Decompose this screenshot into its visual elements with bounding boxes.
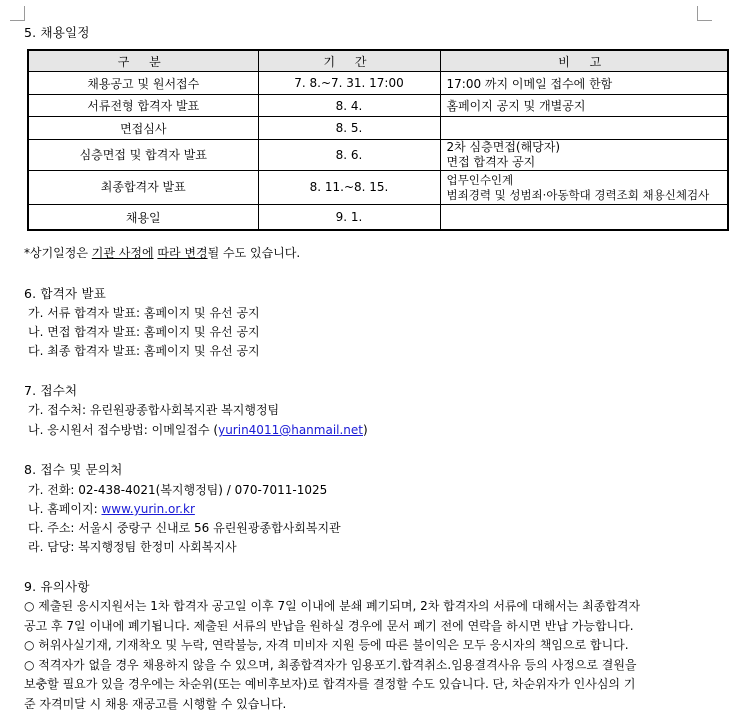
footnote-text: *상기일정은 [24, 246, 92, 260]
contact-homepage [24, 500, 195, 519]
schedule-row [28, 72, 728, 95]
row-note: 17:00 까지 이메일 접수에 한함 [440, 72, 728, 95]
row-category: 면접심사 [28, 117, 258, 140]
header-period: 기 간 [258, 50, 440, 72]
schedule-row [28, 205, 728, 231]
contact-address: 다. 주소: 서울시 중랑구 신내로 56 유린원광종합사회복지관 [28, 521, 341, 535]
page-corner-mark-right [697, 6, 712, 21]
section5-heading: 5. 채용일정 [24, 25, 90, 40]
row-period: 8. 4. [258, 95, 440, 117]
header-note: 비 고 [440, 50, 728, 72]
section8-heading: 8. 접수 및 문의처 [24, 462, 123, 477]
homepage-link[interactable]: www.yurin.or.kr [101, 502, 195, 516]
page-corner-mark-left [10, 6, 25, 21]
schedule-footnote [24, 244, 300, 263]
schedule-row [28, 140, 728, 171]
schedule-row [28, 95, 728, 117]
row-period: 7. 8.~7. 31. 17:00 [258, 72, 440, 95]
schedule-row [28, 117, 728, 140]
contact-phone: 가. 전화: 02-438-4021(복지행정팀) / 070-7011-1025 [28, 483, 328, 497]
schedule-row [28, 171, 728, 205]
section7-item [24, 421, 368, 440]
header-category: 구 분 [28, 50, 258, 72]
row-period: 9. 1. [258, 205, 440, 231]
section7-heading: 7. 접수처 [24, 383, 78, 398]
row-note-line: 업무인수인계 [446, 172, 514, 187]
row-note-line: 범죄경력 및 성범죄·아동학대 경력조회 채용신체검사 [446, 187, 710, 202]
section7-item: 가. 접수처: 유린원광종합사회복지관 복지행정팀 [28, 403, 280, 417]
row-period: 8. 5. [258, 117, 440, 140]
row-period: 8. 11.~8. 15. [258, 171, 440, 205]
footnote-text: 될 수도 있습니다. [207, 246, 301, 260]
note-line: 준 자격미달 시 채용 재공고를 시행할 수 있습니다. [24, 696, 287, 711]
row-category: 심층면접 및 합격자 발표 [28, 140, 258, 171]
note-line: 보충할 필요가 있을 경우에는 차순위(또는 예비후보자)로 합격자를 결정할 수도 있습니다. 단, 차순위자가 인사심의 기 [24, 677, 636, 691]
row-category: 채용일 [28, 205, 258, 231]
section7-text: 나. 응시원서 접수방법: 이메일접수 ( [28, 423, 219, 437]
footnote-underlined: 따라 변경 [157, 246, 208, 260]
row-note-line: 면접 합격자 공지 [446, 155, 536, 169]
section6-heading: 6. 합격자 발표 [24, 286, 107, 301]
email-link[interactable]: yurin4011@hanmail.net [218, 423, 363, 437]
section9-notes [24, 597, 714, 714]
row-period: 8. 6. [258, 140, 440, 171]
section6-item: 나. 면접 합격자 발표: 홈페이지 및 유선 공지 [28, 325, 260, 339]
note-line: ○ 제출된 응시지원서는 1차 합격자 공고일 이후 7일 이내에 분쇄 폐기되며, 2차 합격자의 서류에 대해서는 최종합격자 [24, 599, 641, 613]
schedule-table [27, 49, 729, 231]
section9-heading: 9. 유의사항 [24, 579, 90, 594]
homepage-label: 나. 홈페이지: [28, 502, 102, 516]
note-line: 공고 후 7일 이내에 폐기됩니다. 제출된 서류의 반납을 원하실 경우에 문서 폐기 전에 연락을 하시면 반납 가능합니다. [24, 618, 634, 633]
row-note [440, 140, 728, 171]
section7-text: ) [363, 423, 368, 437]
row-note-line: 2차 심층면접(해당자) [446, 140, 561, 154]
row-note [440, 171, 728, 205]
row-category: 채용공고 및 원서접수 [28, 72, 258, 95]
note-line: ○ 허위사실기재, 기재착오 및 누락, 연락불능, 자격 미비자 지원 등에 따른 불이익은 모두 응시자의 책임으로 합니다. [24, 638, 629, 652]
row-note-empty [440, 117, 728, 140]
footnote-underlined: 기관 사정에 [91, 246, 154, 260]
section6-item: 가. 서류 합격자 발표: 홈페이지 및 유선 공지 [28, 306, 260, 320]
section6-item: 다. 최종 합격자 발표: 홈페이지 및 유선 공지 [28, 344, 260, 358]
row-note: 홈페이지 공지 및 개별공지 [440, 95, 728, 117]
contact-person: 라. 담당: 복지행정팀 한정미 사회복지사 [28, 540, 237, 554]
row-note-empty [440, 205, 728, 231]
row-category: 서류전형 합격자 발표 [28, 95, 258, 117]
note-line: ○ 적격자가 없을 경우 채용하지 않을 수 있으며, 최종합격자가 임용포기.합격취소.임용결격사유 등의 사정으로 결원을 [24, 657, 637, 672]
row-category: 최종합격자 발표 [28, 171, 258, 205]
schedule-header-row [28, 50, 728, 72]
